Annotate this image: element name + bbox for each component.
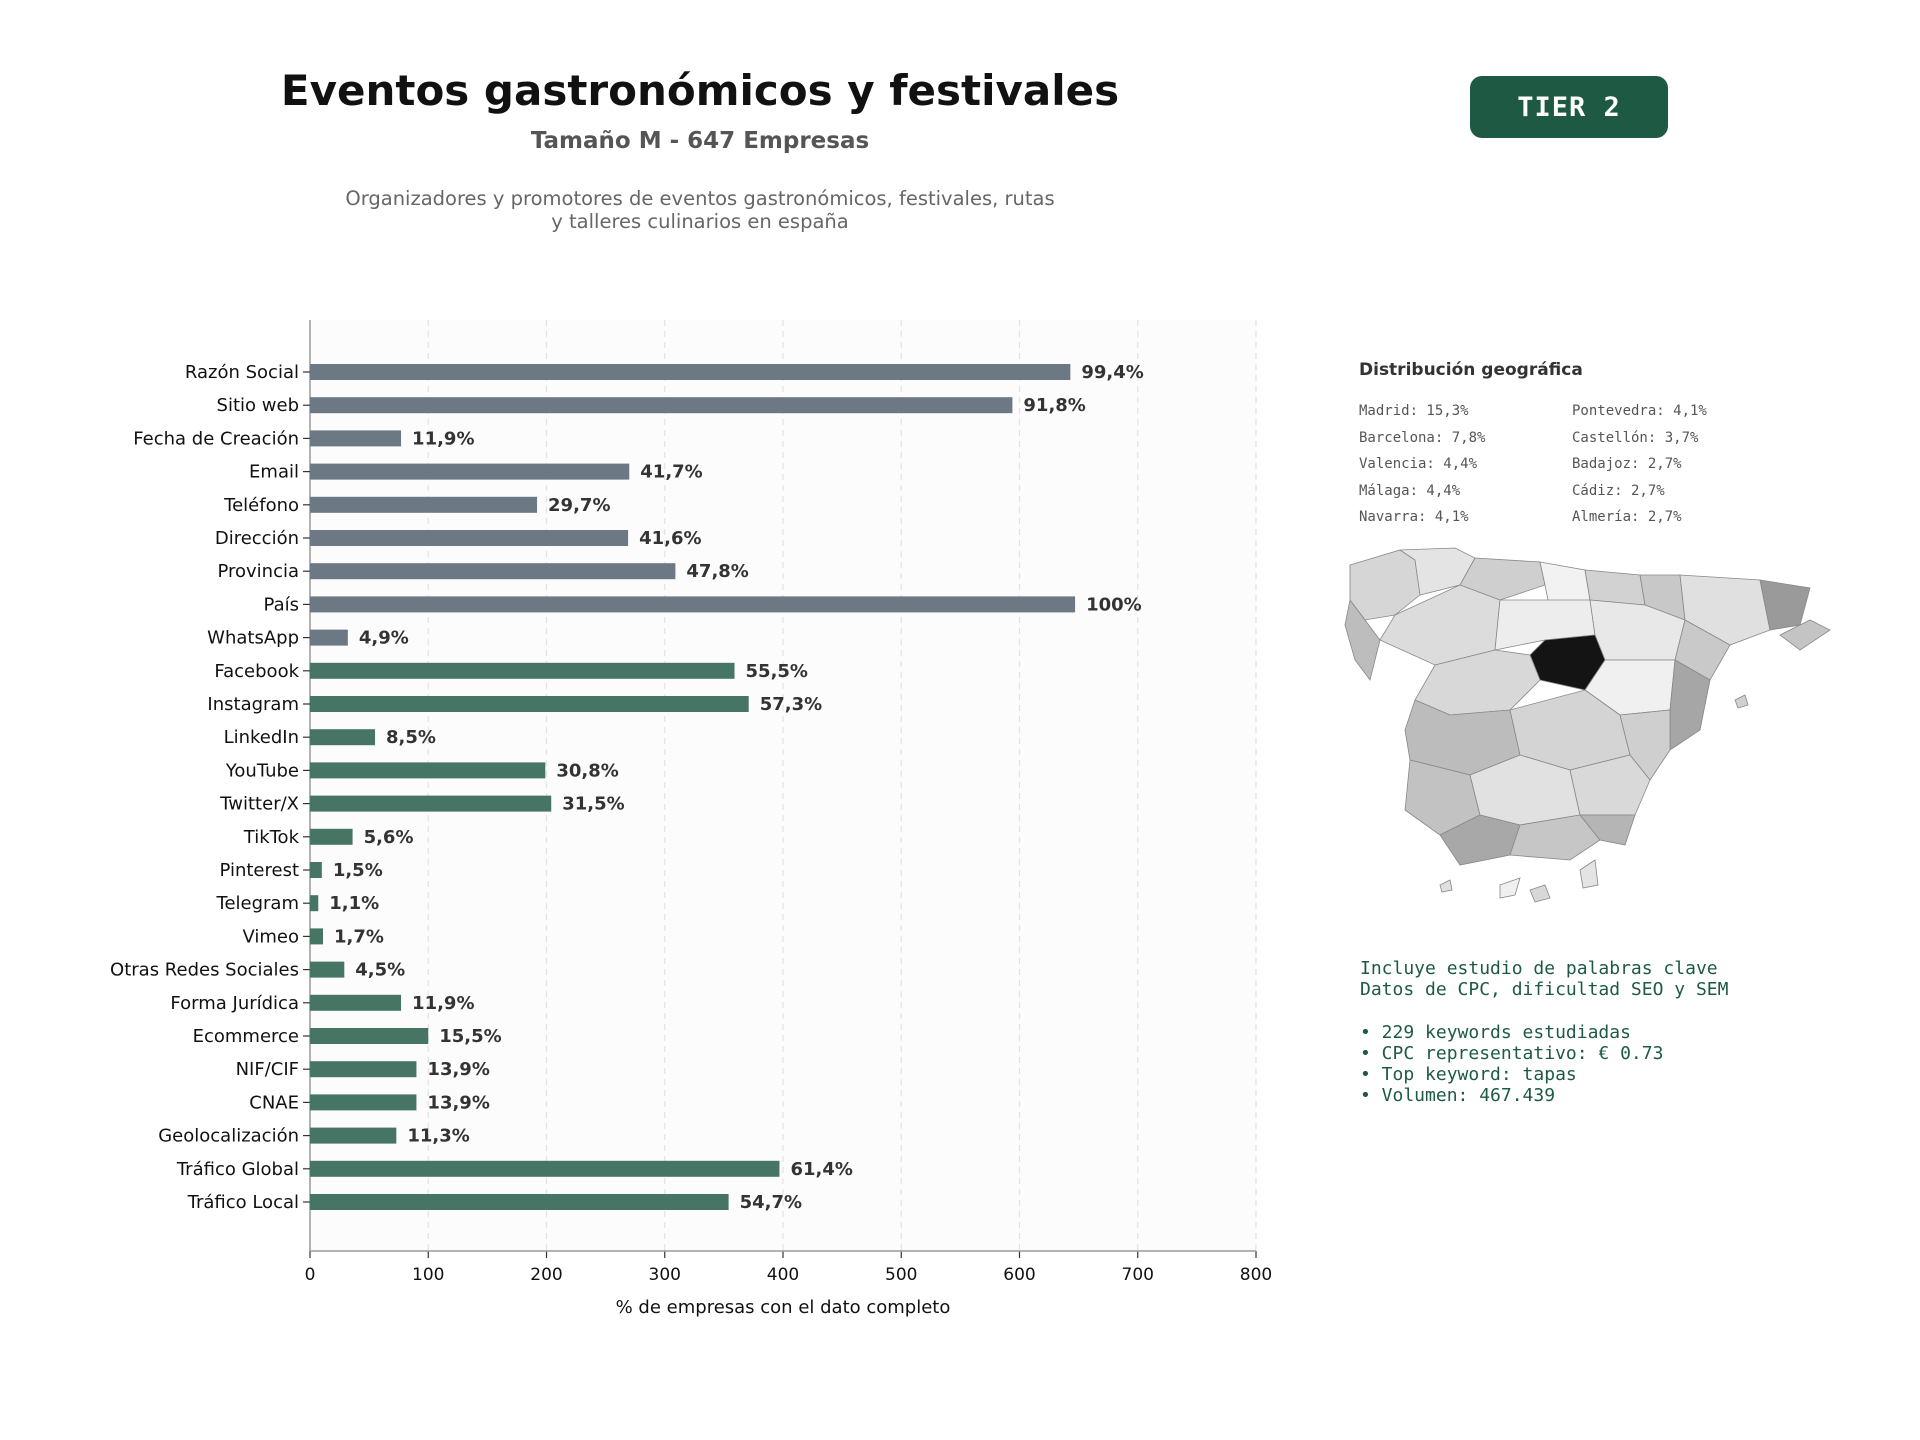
geo-entry: Málaga: 4,4% <box>1359 482 1461 499</box>
data-label: 54,7% <box>739 1192 803 1213</box>
page-subtitle: Tamaño M - 647 Empresas <box>530 128 870 154</box>
bar <box>310 563 675 579</box>
category-label: Fecha de Creación <box>133 428 299 450</box>
category-label: Vimeo <box>242 926 299 948</box>
map-region <box>1530 885 1550 902</box>
bar <box>310 829 353 845</box>
data-label: 29,7% <box>548 494 611 516</box>
x-tick-label: 0 <box>304 1265 316 1285</box>
category-label: Otras Redes Sociales <box>110 959 299 981</box>
keywords-line-2: Datos de CPC, dificultad SEO y SEM <box>1360 979 1729 1001</box>
data-label: 55,5% <box>745 660 808 682</box>
data-label: 31,5% <box>562 793 625 815</box>
category-label: Tráfico Local <box>187 1192 299 1213</box>
category-label: Facebook <box>214 660 299 682</box>
map-region <box>1585 570 1645 605</box>
data-label: 15,5% <box>439 1026 502 1047</box>
bar <box>310 796 551 812</box>
x-axis-label: % de empresas con el dato completo <box>615 1297 951 1318</box>
category-label: Telegram <box>216 893 299 915</box>
x-tick-label: 400 <box>766 1265 800 1285</box>
geo-entry: Almería: 2,7% <box>1572 509 1682 525</box>
x-tick-label: 700 <box>1121 1265 1154 1285</box>
keywords-line-1: Incluye estudio de palabras clave <box>1360 958 1718 979</box>
bar <box>310 995 401 1011</box>
page-title: Eventos gastronómicos y festivales <box>280 66 1120 115</box>
data-label: 4,5% <box>355 959 406 981</box>
category-label: TikTok <box>243 826 299 848</box>
data-label: 91,8% <box>1023 395 1086 417</box>
geo-entry: Barcelona: 7,8% <box>1359 429 1486 446</box>
category-label: Sitio web <box>216 395 299 417</box>
data-label: 57,3% <box>759 694 823 715</box>
x-tick-label: 300 <box>648 1265 681 1285</box>
category-label: Email <box>249 461 299 483</box>
x-tick-label: 200 <box>530 1265 563 1285</box>
bar <box>310 464 629 480</box>
data-label: 30,8% <box>556 760 619 782</box>
x-tick-label: 600 <box>1003 1265 1036 1285</box>
keyword-bullet: • Top keyword: tapas <box>1360 1064 1577 1086</box>
geo-entry: Cádiz: 2,7% <box>1572 482 1665 499</box>
map-region <box>1580 860 1598 888</box>
data-label: 1,5% <box>332 860 383 881</box>
geo-entry: Madrid: 15,3% <box>1359 403 1469 419</box>
keyword-bullet: • Volumen: 467.439 <box>1360 1085 1556 1107</box>
category-label: País <box>263 594 299 616</box>
bar <box>310 497 537 513</box>
bar <box>310 762 545 778</box>
geo-entry: Valencia: 4,4% <box>1359 456 1478 472</box>
bar <box>310 430 401 446</box>
category-label: Twitter/X <box>220 793 299 815</box>
data-label: 8,5% <box>386 727 436 749</box>
data-label: 5,6% <box>363 826 414 848</box>
x-tick-label: 500 <box>885 1265 918 1285</box>
category-label: Teléfono <box>224 494 299 516</box>
category-label: CNAE <box>249 1092 299 1114</box>
keywords-panel <box>1360 958 1728 1107</box>
category-label: Ecommerce <box>192 1026 299 1047</box>
category-label: Instagram <box>207 694 299 715</box>
data-label: 1,1% <box>329 893 380 915</box>
description-line-2: y talleres culinarios en españa <box>551 210 849 233</box>
category-label: WhatsApp <box>207 627 299 649</box>
geo-entry: Navarra: 4,1% <box>1359 509 1469 525</box>
bar <box>310 596 1075 612</box>
bar <box>310 630 348 646</box>
geo-entry: Badajoz: 2,7% <box>1572 456 1682 472</box>
bar <box>310 397 1012 413</box>
bar <box>310 1128 396 1144</box>
data-label: 13,9% <box>427 1059 490 1081</box>
map-region <box>1735 695 1748 708</box>
data-label: 99,4% <box>1081 362 1144 383</box>
data-label: 4,9% <box>358 627 409 649</box>
bar <box>310 1028 428 1044</box>
data-label: 1,7% <box>334 926 384 948</box>
x-tick-label: 100 <box>412 1265 445 1285</box>
bar <box>310 663 735 679</box>
category-label: YouTube <box>225 760 299 782</box>
tier-badge: TIER 2 <box>1470 76 1668 138</box>
data-label: 41,6% <box>639 528 702 549</box>
bar <box>310 862 322 878</box>
bar <box>310 729 375 745</box>
map-region <box>1500 878 1520 898</box>
bar <box>310 895 318 911</box>
keyword-bullet: • CPC representativo: € 0.73 <box>1360 1042 1664 1064</box>
geo-title: Distribución geográfica <box>1359 360 1583 380</box>
geo-entry: Pontevedra: 4,1% <box>1572 403 1707 419</box>
data-label: 11,3% <box>407 1125 470 1147</box>
category-label: Tráfico Global <box>176 1158 299 1180</box>
geo-list-right <box>1572 398 1707 531</box>
category-label: Forma Jurídica <box>170 992 299 1014</box>
category-label: NIF/CIF <box>235 1059 299 1081</box>
bar <box>310 530 628 546</box>
category-label: Dirección <box>214 528 299 549</box>
data-label: 61,4% <box>790 1158 853 1180</box>
category-label: LinkedIn <box>223 727 299 749</box>
bar <box>310 1194 729 1210</box>
data-label: 47,8% <box>686 561 749 583</box>
category-label: Razón Social <box>184 362 299 383</box>
bar <box>310 364 1070 380</box>
geo-list-left <box>1359 398 1485 531</box>
spain-map <box>1340 540 1860 910</box>
geo-entry: Castellón: 3,7% <box>1572 429 1699 446</box>
data-label: 13,9% <box>427 1092 490 1114</box>
category-label: Geolocalización <box>158 1125 299 1147</box>
bar <box>310 962 344 978</box>
bar <box>310 1061 416 1077</box>
map-region <box>1440 880 1452 892</box>
bar <box>310 1161 779 1177</box>
data-label: 11,9% <box>412 428 475 450</box>
data-label: 11,9% <box>412 992 475 1014</box>
bar <box>310 928 323 944</box>
category-label: Pinterest <box>219 860 299 881</box>
description-line-1: Organizadores y promotores de eventos gastronómicos, festivales, rutas <box>345 187 1055 210</box>
bar <box>310 696 749 712</box>
keyword-bullet: • 229 keywords estudiadas <box>1360 1021 1631 1043</box>
bar <box>310 1094 416 1110</box>
x-tick-label: 800 <box>1239 1265 1273 1285</box>
category-label: Provincia <box>217 561 299 583</box>
data-label: 100% <box>1086 594 1142 616</box>
data-label: 41,7% <box>640 461 703 483</box>
